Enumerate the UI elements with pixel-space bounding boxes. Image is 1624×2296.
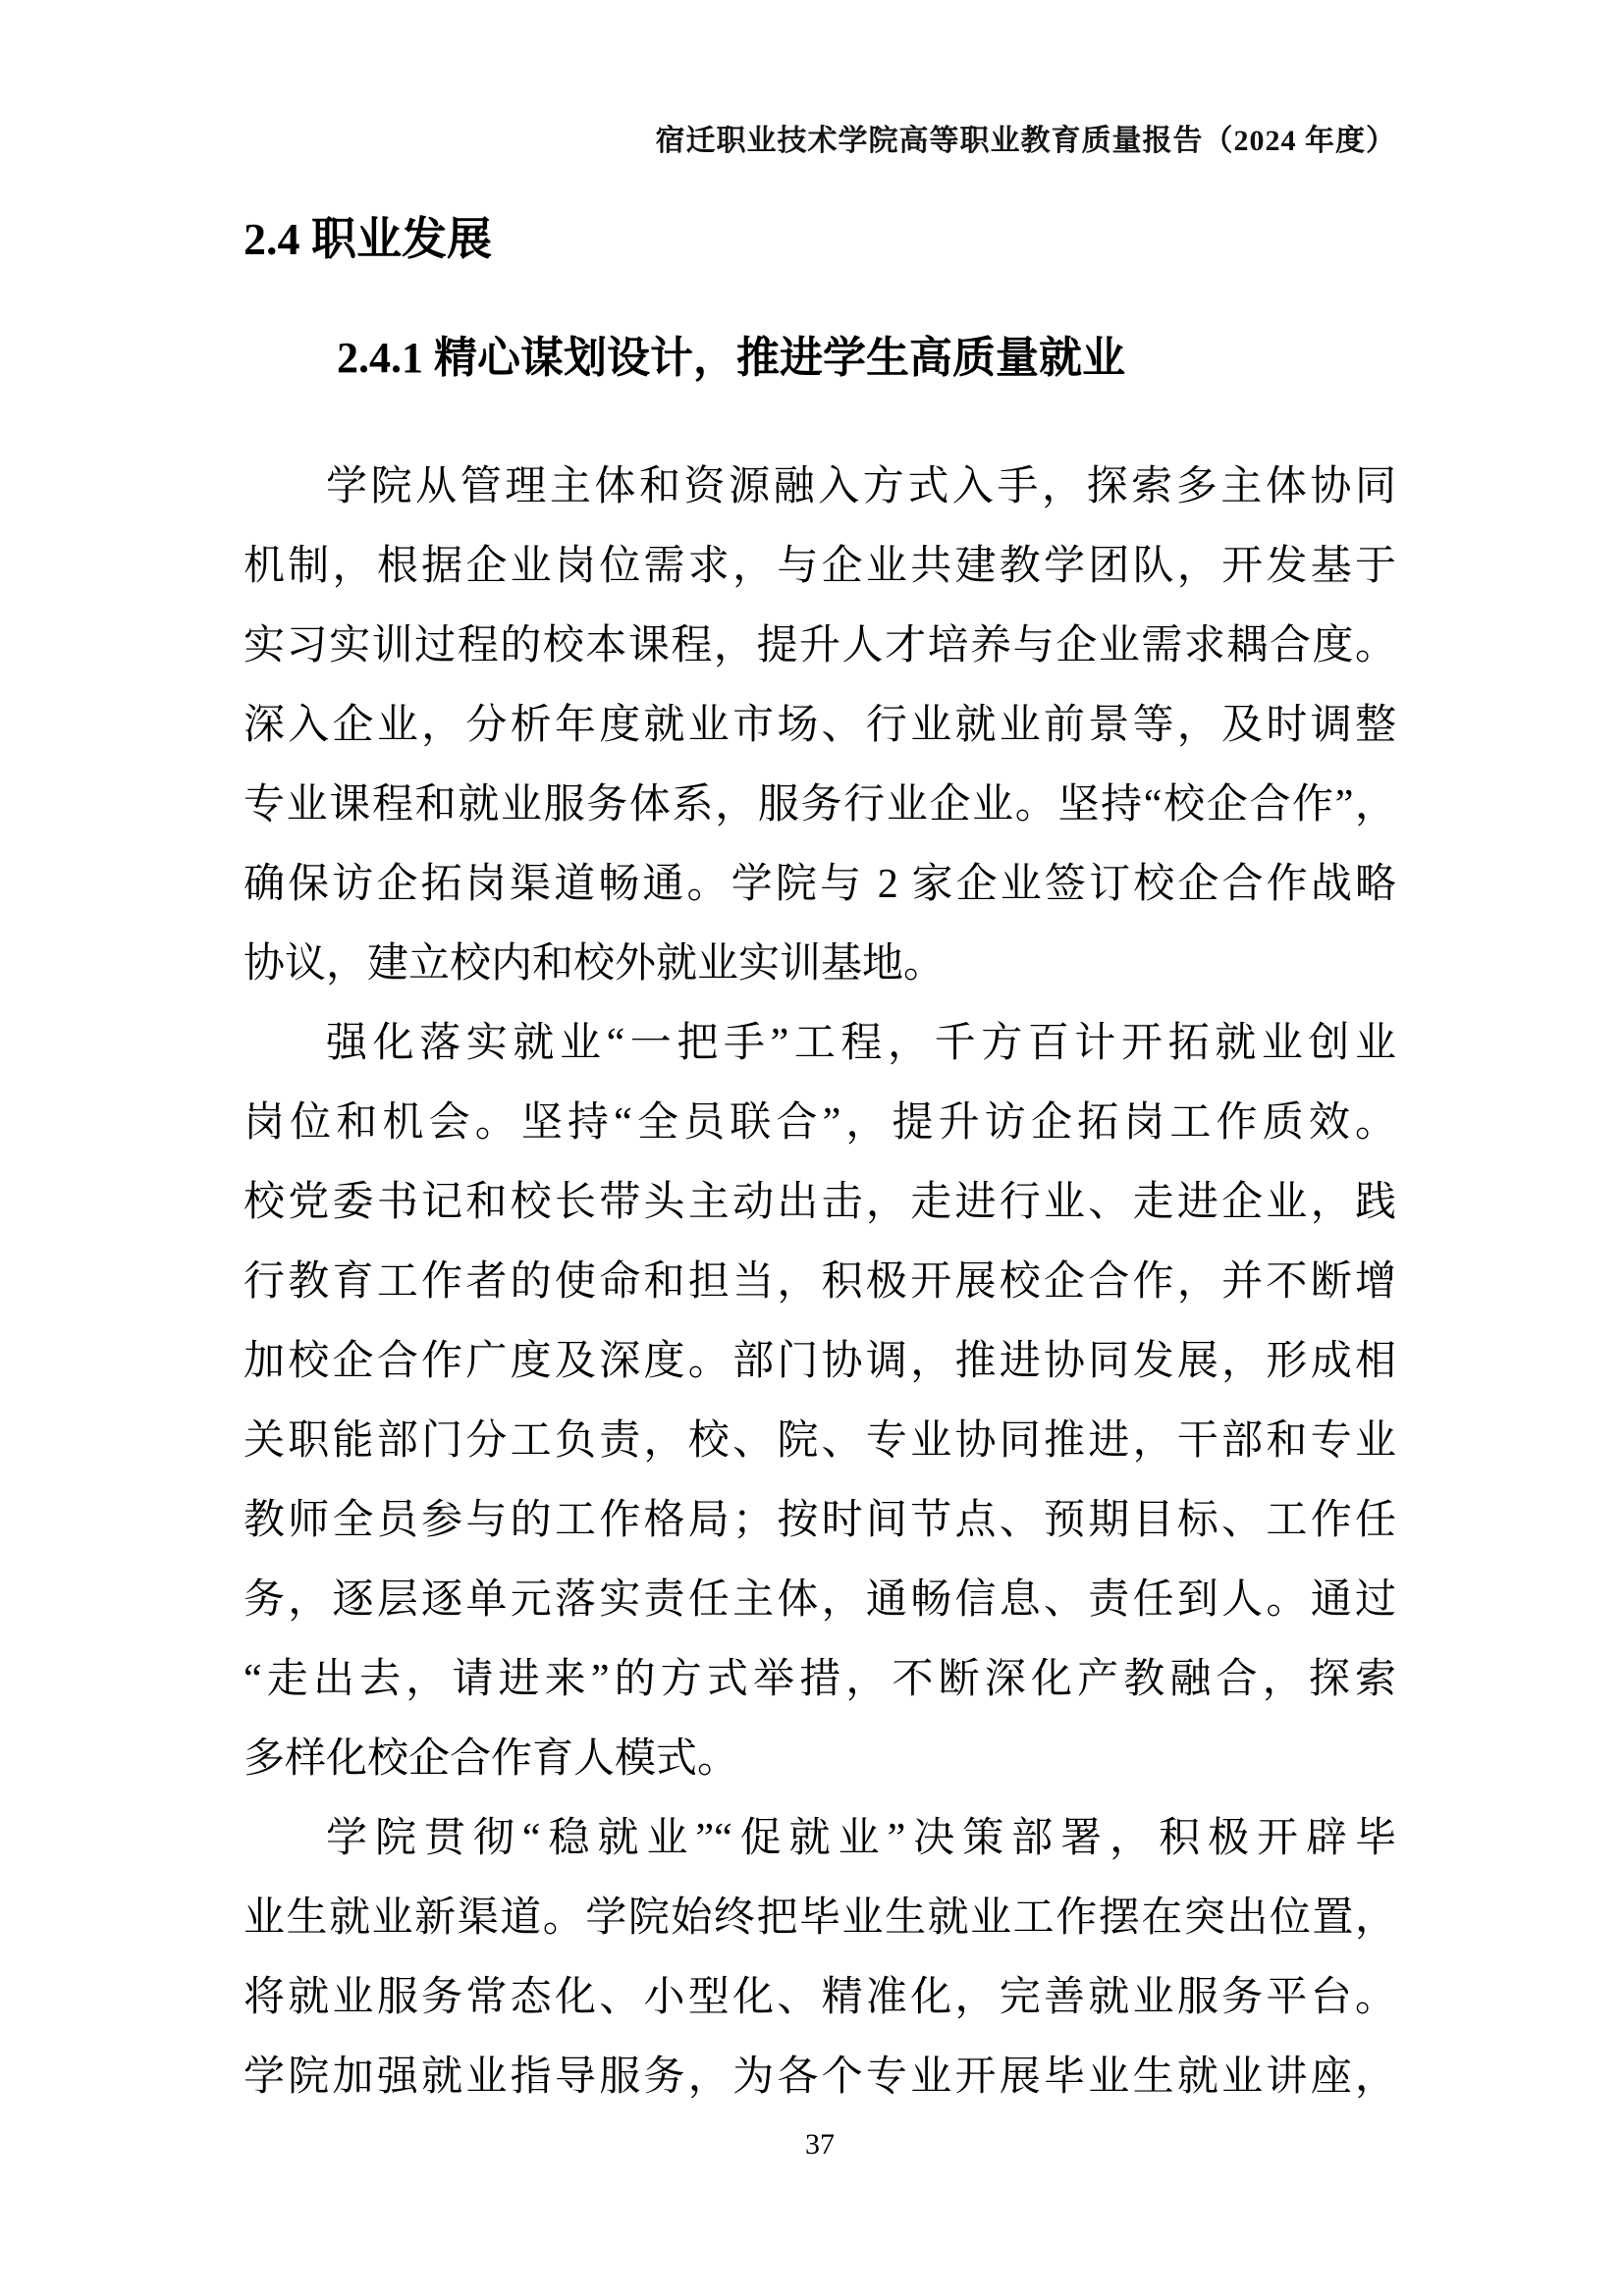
body-line: 协议，建立校内和校外就业实训基地。 [244, 941, 946, 987]
paragraph [244, 448, 1396, 1004]
running-header: 宿迁职业技术学院高等职业教育质量报告（2024 年度） [655, 125, 1396, 157]
body-line: 关职能部门分工负责，校、院、专业协同推进，干部和专业 [244, 1418, 1396, 1464]
body-line: 校党委书记和校长带头主动出击，走进行业、走进企业，践 [244, 1180, 1396, 1225]
body-text [244, 448, 1396, 2117]
body-line: 行教育工作者的使命和担当，积极开展校企合作，并不断增 [244, 1259, 1396, 1305]
body-line: 学院贯彻“稳就业”“促就业”决策部署，积极开辟毕 [326, 1816, 1396, 1861]
body-line: 岗位和机会。坚持“全员联合”，提升访企拓岗工作质效。 [244, 1100, 1396, 1146]
body-line: 实习实训过程的校本课程，提升人才培养与企业需求耦合度。 [244, 623, 1396, 668]
paragraph [244, 1799, 1396, 2117]
body-line: 学院从管理主体和资源融入方式入手，探索多主体协同 [326, 464, 1396, 509]
content-column [244, 0, 1396, 2117]
body-line: 学院加强就业指导服务，为各个专业开展毕业生就业讲座， [244, 2055, 1396, 2100]
body-line: 将就业服务常态化、小型化、精准化，完善就业服务平台。 [244, 1975, 1396, 2020]
section-heading: 2.4 职业发展 [244, 214, 492, 264]
body-line: 多样化校企合作育人模式。 [244, 1736, 739, 1782]
body-line: “走出去，请进来”的方式举措，不断深化产教融合，探索 [244, 1657, 1396, 1702]
body-line: 机制，根据企业岗位需求，与企业共建教学团队，开发基于 [244, 544, 1396, 589]
body-line: 深入企业，分析年度就业市场、行业就业前景等，及时调整 [244, 703, 1396, 748]
body-line: 务，逐层逐单元落实责任主体，通畅信息、责任到人。通过 [244, 1577, 1396, 1623]
body-line: 强化落实就业“一把手”工程，千方百计开拓就业创业 [326, 1021, 1396, 1066]
body-line: 专业课程和就业服务体系，服务行业企业。坚持“校企合作”， [244, 782, 1396, 828]
page-number: 37 [805, 2128, 835, 2161]
subsection-heading: 2.4.1 精心谋划设计，推进学生高质量就业 [337, 334, 1125, 382]
paragraph [244, 1004, 1396, 1799]
body-line: 加校企合作广度及深度。部门协调，推进协同发展，形成相 [244, 1339, 1396, 1384]
body-line: 确保访企拓岗渠道畅通。学院与 2 家企业签订校企合作战略 [244, 862, 1396, 907]
body-line: 教师全员参与的工作格局；按时间节点、预期目标、工作任 [244, 1498, 1396, 1543]
body-line: 业生就业新渠道。学院始终把毕业生就业工作摆在突出位置， [244, 1896, 1396, 1941]
